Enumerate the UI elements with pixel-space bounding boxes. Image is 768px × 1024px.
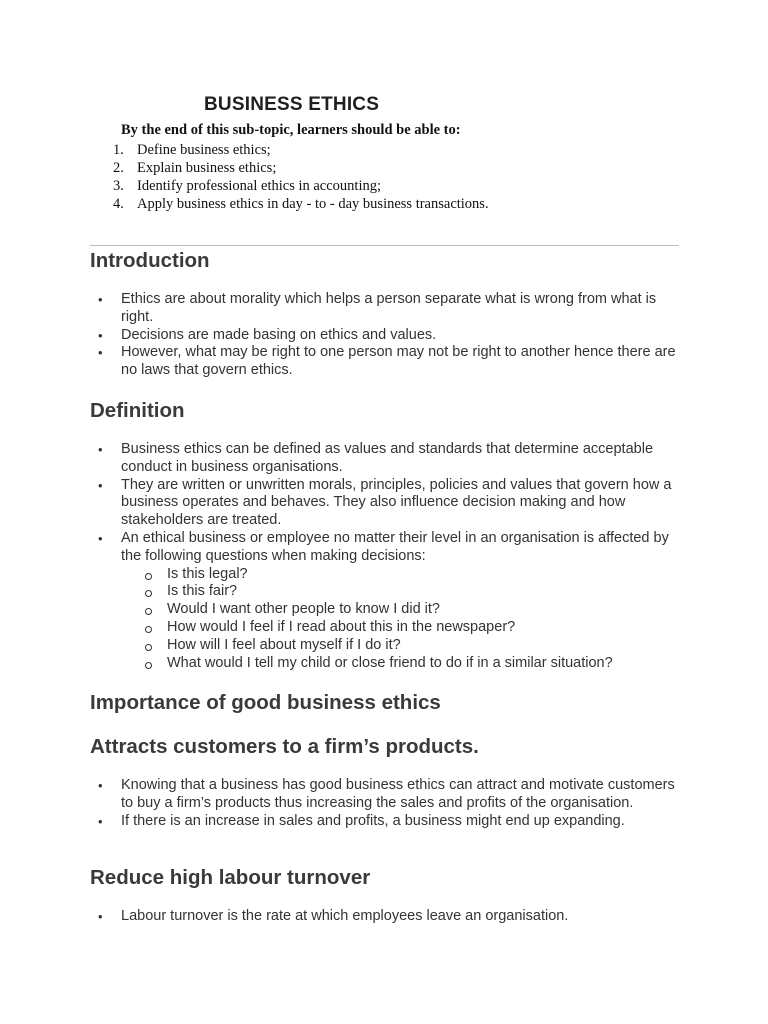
definition-heading: Definition — [90, 399, 185, 422]
objective-text: Identify professional ethics in accounting; — [137, 178, 382, 194]
question-item: How would I feel if I read about this in the newspaper? — [121, 619, 690, 637]
turnover-bullets — [90, 908, 690, 926]
definition-bullets — [90, 441, 690, 672]
attracts-body — [90, 777, 690, 830]
list-item: • Decisions are made basing on ethics and values. — [90, 327, 690, 345]
question-item: Would I want other people to know I did it? — [121, 601, 690, 619]
objective-item — [113, 195, 489, 213]
list-item: • Ethics are about morality which helps a person separate what is wrong from what is right. — [90, 291, 690, 327]
turnover-section — [90, 866, 690, 890]
question-item: Is this fair? — [121, 583, 690, 601]
objective-number: 3. — [113, 178, 124, 194]
list-item: • Labour turnover is the rate at which employees leave an organisation. — [90, 908, 690, 926]
objective-item — [113, 177, 489, 195]
list-item: • They are written or unwritten morals, principles, policies and values that govern how a business operates and behaves. They also influence decision making and how stakeholders are treated. — [90, 477, 690, 530]
introduction-section — [90, 249, 690, 273]
importance-heading: Importance of good business ethics — [90, 691, 441, 714]
horizontal-divider — [90, 245, 679, 246]
page-title: BUSINESS ETHICS — [204, 94, 380, 115]
objective-number: 4. — [113, 196, 124, 212]
turnover-heading: Reduce high labour turnover — [90, 866, 371, 889]
introduction-heading: Introduction — [90, 249, 210, 272]
turnover-body — [90, 908, 690, 926]
attracts-bullets — [90, 777, 690, 830]
objectives-list — [113, 141, 489, 213]
list-item: • Business ethics can be defined as values and standards that determine acceptable conduct in business organisations. — [90, 441, 690, 477]
list-item: • However, what may be right to one person may not be right to another hence there are no laws that govern ethics. — [90, 344, 690, 380]
definition-body — [90, 441, 690, 672]
objective-number: 1. — [113, 142, 124, 158]
introduction-body — [90, 291, 690, 380]
objectives-lead: By the end of this sub-topic, learners should be able to: — [121, 122, 461, 138]
objective-item — [113, 141, 489, 159]
attracts-section — [90, 735, 690, 759]
list-item: • If there is an increase in sales and profits, a business might end up expanding. — [90, 813, 690, 831]
attracts-heading: Attracts customers to a firm’s products. — [90, 735, 479, 758]
decision-questions — [121, 566, 690, 673]
objective-text: Apply business ethics in day - to - day business transactions. — [137, 196, 489, 212]
importance-section — [90, 691, 690, 715]
introduction-bullets — [90, 291, 690, 380]
objective-text: Define business ethics; — [137, 142, 271, 158]
list-item: • Knowing that a business has good business ethics can attract and motivate customers to buy a firm’s products thus increasing the sales and profits of the organisation. — [90, 777, 690, 813]
objective-number: 2. — [113, 160, 124, 176]
list-item-text: An ethical business or employee no matter their level in an organisation is affected by the following questions when making decisions: — [121, 529, 669, 564]
list-item — [90, 530, 690, 672]
objective-item — [113, 159, 489, 177]
question-item: How will I feel about myself if I do it? — [121, 637, 690, 655]
objective-text: Explain business ethics; — [137, 160, 277, 176]
question-item: What would I tell my child or close friend to do if in a similar situation? — [121, 655, 690, 673]
definition-section — [90, 399, 690, 423]
question-item: Is this legal? — [121, 566, 690, 584]
